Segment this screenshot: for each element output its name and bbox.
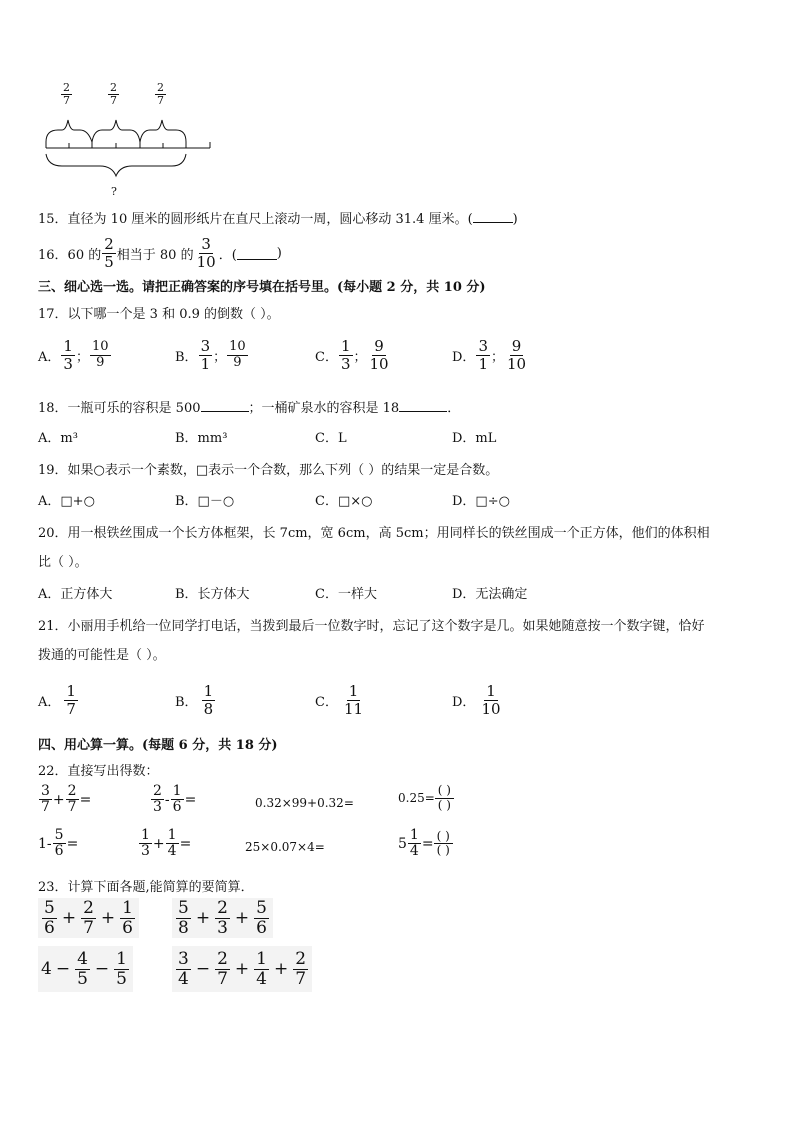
option-21-b[interactable]: B． $\frac{1}{8}$ — [175, 682, 214, 718]
option-20-b[interactable]: B．长方体大 — [175, 587, 250, 602]
diagram-fraction-1: $\frac{2}{7}$ — [63, 81, 70, 108]
calc-22-r2c4: 5 $\frac{1}{4}$ = ( ) ( ) — [398, 828, 453, 860]
option-17-b[interactable]: B． $\frac{3}{1}$ ； $\frac{10}{9}$ — [175, 337, 246, 373]
option-17-d[interactable]: D． $\frac{3}{1}$ ； $\frac{9}{10}$ — [452, 337, 527, 373]
question-19-stem: 19．如果○表示一个素数，□表示一个合数，那么下列（ ）的结果一定是合数。 — [38, 463, 499, 478]
question-21-line-2: 拨通的可能性是（ ）。 — [38, 648, 166, 663]
option-19-b[interactable]: B．□－○ — [175, 494, 235, 509]
answer-paren-22a[interactable]: ( ) ( ) — [435, 784, 454, 813]
calc-23-expr-3: 4 − $\frac{4}{5}$ − $\frac{1}{5}$ — [38, 946, 133, 992]
calc-22-r1c2: $\frac{2}{3}$ - $\frac{1}{6}$ = — [153, 783, 197, 816]
question-15: 15．直径为 10 厘米的圆形纸片在直尺上滚动一周，圆心移动 31.4 厘米。( ) — [38, 212, 518, 227]
calc-23-expr-1: $\frac{5}{6}$ + $\frac{2}{7}$ + $\frac{1}{6}$ — [38, 898, 139, 938]
question-18-stem: 18．一瓶可乐的容积是 500 ；一桶矿泉水的容积是 18 ． — [38, 401, 461, 416]
diagram-fraction-3: $\frac{2}{7}$ — [157, 81, 164, 108]
calc-23-expr-2: $\frac{5}{8}$ + $\frac{2}{3}$ + $\frac{5}{6}$ — [172, 898, 273, 938]
calc-22-r2c1: 1- $\frac{5}{6}$ = — [38, 827, 79, 860]
option-20-c[interactable]: C．一样大 — [315, 587, 377, 602]
option-19-c[interactable]: C．□×○ — [315, 494, 373, 509]
question-22-stem: 22．直接写出得数： — [38, 764, 159, 779]
option-18-a[interactable]: A．m³ — [38, 431, 78, 446]
option-17-c[interactable]: C． $\frac{1}{3}$ ； $\frac{9}{10}$ — [315, 337, 389, 373]
option-18-d[interactable]: D．mL — [452, 431, 497, 446]
number-line-braces — [40, 112, 215, 187]
option-20-d[interactable]: D．无法确定 — [452, 587, 528, 602]
question-23-stem: 23．计算下面各题,能简算的要简算． — [38, 880, 254, 895]
option-19-d[interactable]: D．□÷○ — [452, 494, 510, 509]
option-21-a[interactable]: A． $\frac{1}{7}$ — [38, 682, 76, 718]
question-16: 16． 60 的 $\frac{2}{5}$ 相当于 80 的 $\frac{3}{10}$ ．( ) — [38, 235, 282, 271]
answer-blank-18b[interactable] — [399, 399, 447, 412]
question-20-line-1: 20．用一根铁丝围成一个长方体框架，长 7cm，宽 6cm，高 5cm；用同样长的铁丝围成一个正方体，他们的体积相 — [38, 526, 710, 541]
calc-22-r1c4: 0.25= ( ) ( ) — [398, 784, 454, 813]
calc-22-r2c3: 25×0.07×4= — [245, 840, 325, 854]
section-3-title: 三、细心选一选。请把正确答案的序号填在括号里。(每小题 2 分，共 10 分) — [38, 280, 486, 295]
answer-paren-22b[interactable]: ( ) ( ) — [434, 830, 453, 859]
diagram-question-mark: ? — [111, 185, 117, 198]
question-17-stem: 17．以下哪一个是 3 和 0.9 的倒数（ ）。 — [38, 307, 280, 322]
calc-22-r2c2: $\frac{1}{3}$ + $\frac{1}{4}$ = — [141, 827, 192, 860]
fraction-2-5: $\frac{2}{5}$ — [104, 235, 114, 271]
answer-blank-15[interactable] — [473, 210, 513, 223]
question-21-line-1: 21．小丽用手机给一位同学打电话，当拨到最后一位数字时，忘记了这个数字是几。如果她随意按一个数字键，恰好 — [38, 619, 705, 634]
answer-blank-16[interactable] — [237, 247, 277, 260]
question-20-line-2: 比（ ）。 — [38, 555, 88, 570]
option-18-b[interactable]: B．mm³ — [175, 431, 228, 446]
option-17-a[interactable]: A． $\frac{1}{3}$ ； $\frac{10}{9}$ — [38, 337, 109, 373]
calc-22-r1c3: 0.32×99+0.32= — [255, 796, 354, 810]
answer-blank-18a[interactable] — [201, 399, 249, 412]
calc-23-expr-4: $\frac{3}{4}$ − $\frac{2}{7}$ + $\frac{1}{4}$ + $\frac{2}{7}$ — [172, 946, 312, 992]
fraction-3-10: $\frac{3}{10}$ — [196, 235, 216, 271]
option-20-a[interactable]: A．正方体大 — [38, 587, 113, 602]
option-21-c[interactable]: C． $\frac{1}{11}$ — [315, 682, 364, 718]
option-19-a[interactable]: A．□+○ — [38, 494, 95, 509]
calc-22-r1c1: $\frac{3}{7}$ + $\frac{2}{7}$ = — [41, 783, 92, 816]
section-4-title: 四、用心算一算。(每题 6 分，共 18 分) — [38, 738, 278, 753]
option-21-d[interactable]: D． $\frac{1}{10}$ — [452, 682, 501, 718]
diagram-fraction-2: $\frac{2}{7}$ — [110, 81, 117, 108]
option-18-c[interactable]: C．L — [315, 431, 347, 446]
